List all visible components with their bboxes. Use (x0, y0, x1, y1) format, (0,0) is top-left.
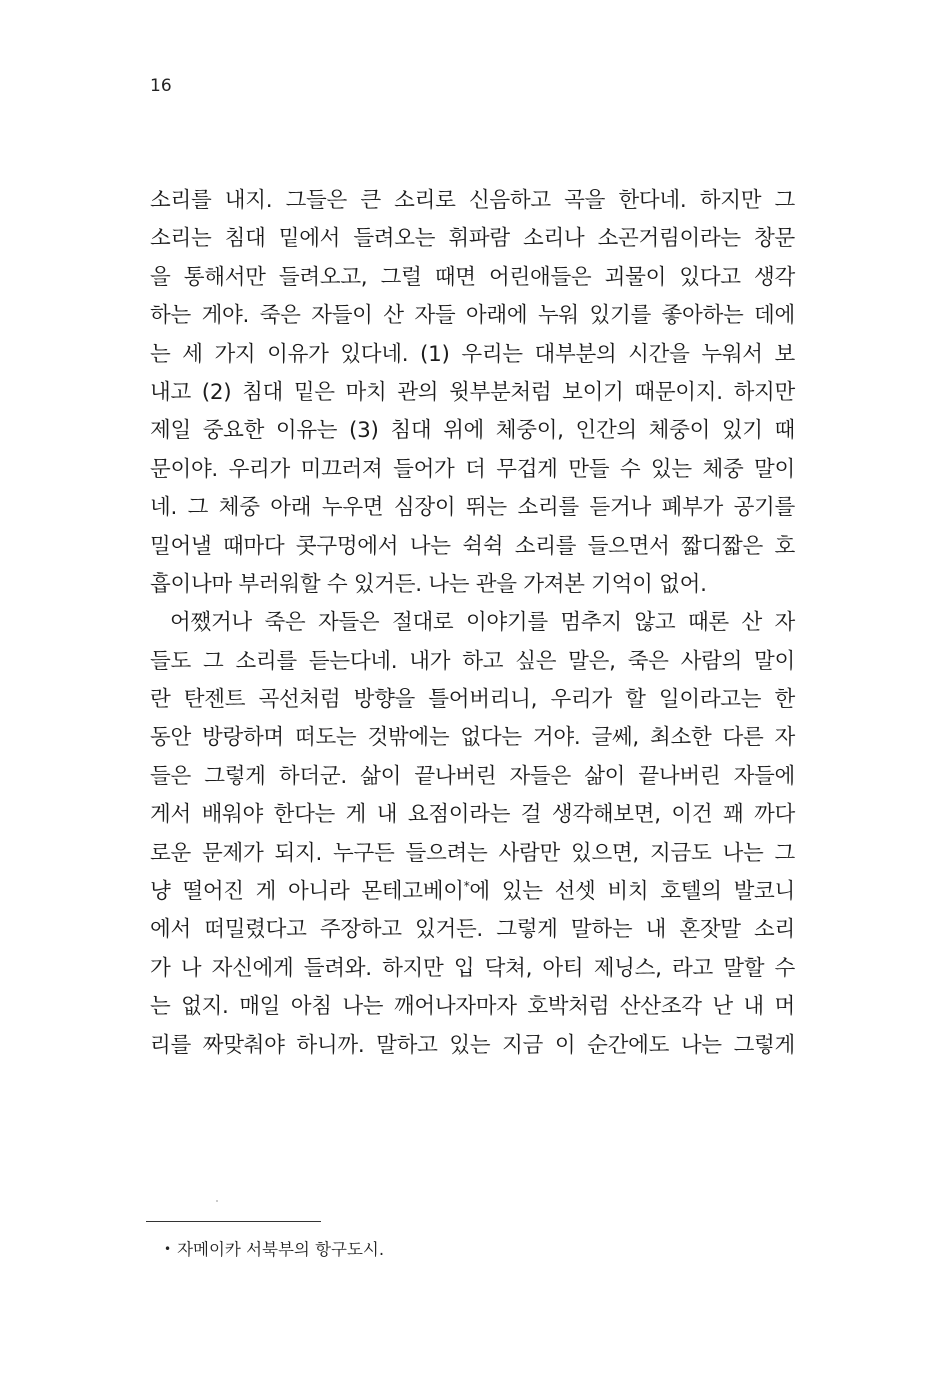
text-segment: 에 있는 선셋 비치 호텔의 발코니 (469, 879, 795, 905)
text-line: 소리는 침대 밑에서 들려오는 휘파람 소리나 소곤거림이라는 창문 (150, 226, 795, 252)
text-line: 소리를 내지. 그들은 큰 소리로 신음하고 곡을 한다네. 하지만 그 (150, 188, 795, 213)
text-line: 문이야. 우리가 미끄러져 들어가 더 무겁게 만들 수 있는 체중 말이 (150, 456, 795, 482)
text-line: 들도 그 소리를 듣는다네. 내가 하고 싶은 말은, 죽은 사람의 말이 (150, 648, 795, 674)
text-line: 을 통해서만 들려오고, 그럴 때면 어린애들은 괴물이 있다고 생각 (150, 264, 795, 290)
text-line: 는 없지. 매일 아침 나는 깨어나자마자 호박처럼 산산조각 난 내 머 (150, 994, 795, 1020)
footnote-reference[interactable]: * (463, 879, 470, 894)
footnote (164, 1236, 384, 1260)
footnote-divider (146, 1221, 321, 1222)
paragraph-end-line: 흡이나마 부러워할 수 있거든. 나는 관을 가져본 기억이 없어. (150, 571, 707, 597)
text-line: 내고 (2) 침대 밑은 마치 관의 윗부분처럼 보이기 때문이지. 하지만 (150, 379, 795, 405)
footnote-marker-icon: • (164, 1242, 172, 1256)
text-line: 게서 배워야 한다는 게 내 요점이라는 걸 생각해보면, 이건 꽤 까다 (150, 802, 795, 828)
text-line: 동안 방랑하며 떠도는 것밖에는 없다는 거야. 글쎄, 최소한 다른 자 (150, 725, 795, 751)
text-segment: 냥 떨어진 게 아니라 몬테고베이 (150, 879, 464, 905)
text-line: 가 나 자신에게 들려와. 하지만 입 닥쳐, 아티 제닝스, 라고 말할 수 (150, 955, 795, 981)
text-line: 리를 짜맞춰야 하니까. 말하고 있는 지금 이 순간에도 나는 그렇게 (150, 1032, 795, 1058)
text-line: 는 세 가지 이유가 있다네. (1) 우리는 대부분의 시간을 누워서 보 (150, 341, 795, 367)
text-line: 제일 중요한 이유는 (3) 침대 위에 체중이, 인간의 체중이 있기 때 (150, 418, 795, 444)
scan-speck (216, 1200, 218, 1202)
text-line: 들은 그렇게 하더군. 삶이 끝나버린 자들은 삶이 끝나버린 자들에 (150, 763, 795, 789)
footnote-text: 자메이카 서북부의 항구도시. (177, 1240, 385, 1259)
page-number: 16 (150, 76, 172, 96)
text-line: 에서 떠밀렸다고 주장하고 있거든. 그렇게 말하는 내 혼잣말 소리 (150, 917, 795, 943)
text-line: 하는 게야. 죽은 자들이 산 자들 아래에 누워 있기를 좋아하는 데에 (150, 303, 795, 329)
paragraph-start-line: 어쨌거나 죽은 자들은 절대로 이야기를 멈추지 않고 때론 산 자 (170, 610, 795, 636)
text-line: 로운 문제가 되지. 누구든 들으려는 사람만 있으면, 지금도 나는 그 (150, 840, 795, 866)
text-line: 네. 그 체중 아래 누우면 심장이 뛰는 소리를 듣거나 폐부가 공기를 (150, 495, 795, 521)
text-line: 란 탄젠트 곡선처럼 방향을 틀어버리니, 우리가 할 일이라고는 한 (150, 687, 795, 713)
text-line-with-footnote (150, 873, 795, 911)
body-text (150, 182, 795, 1065)
text-line: 밀어낼 때마다 콧구멍에서 나는 쉭쉭 소리를 들으면서 짧디짧은 호 (150, 533, 795, 559)
